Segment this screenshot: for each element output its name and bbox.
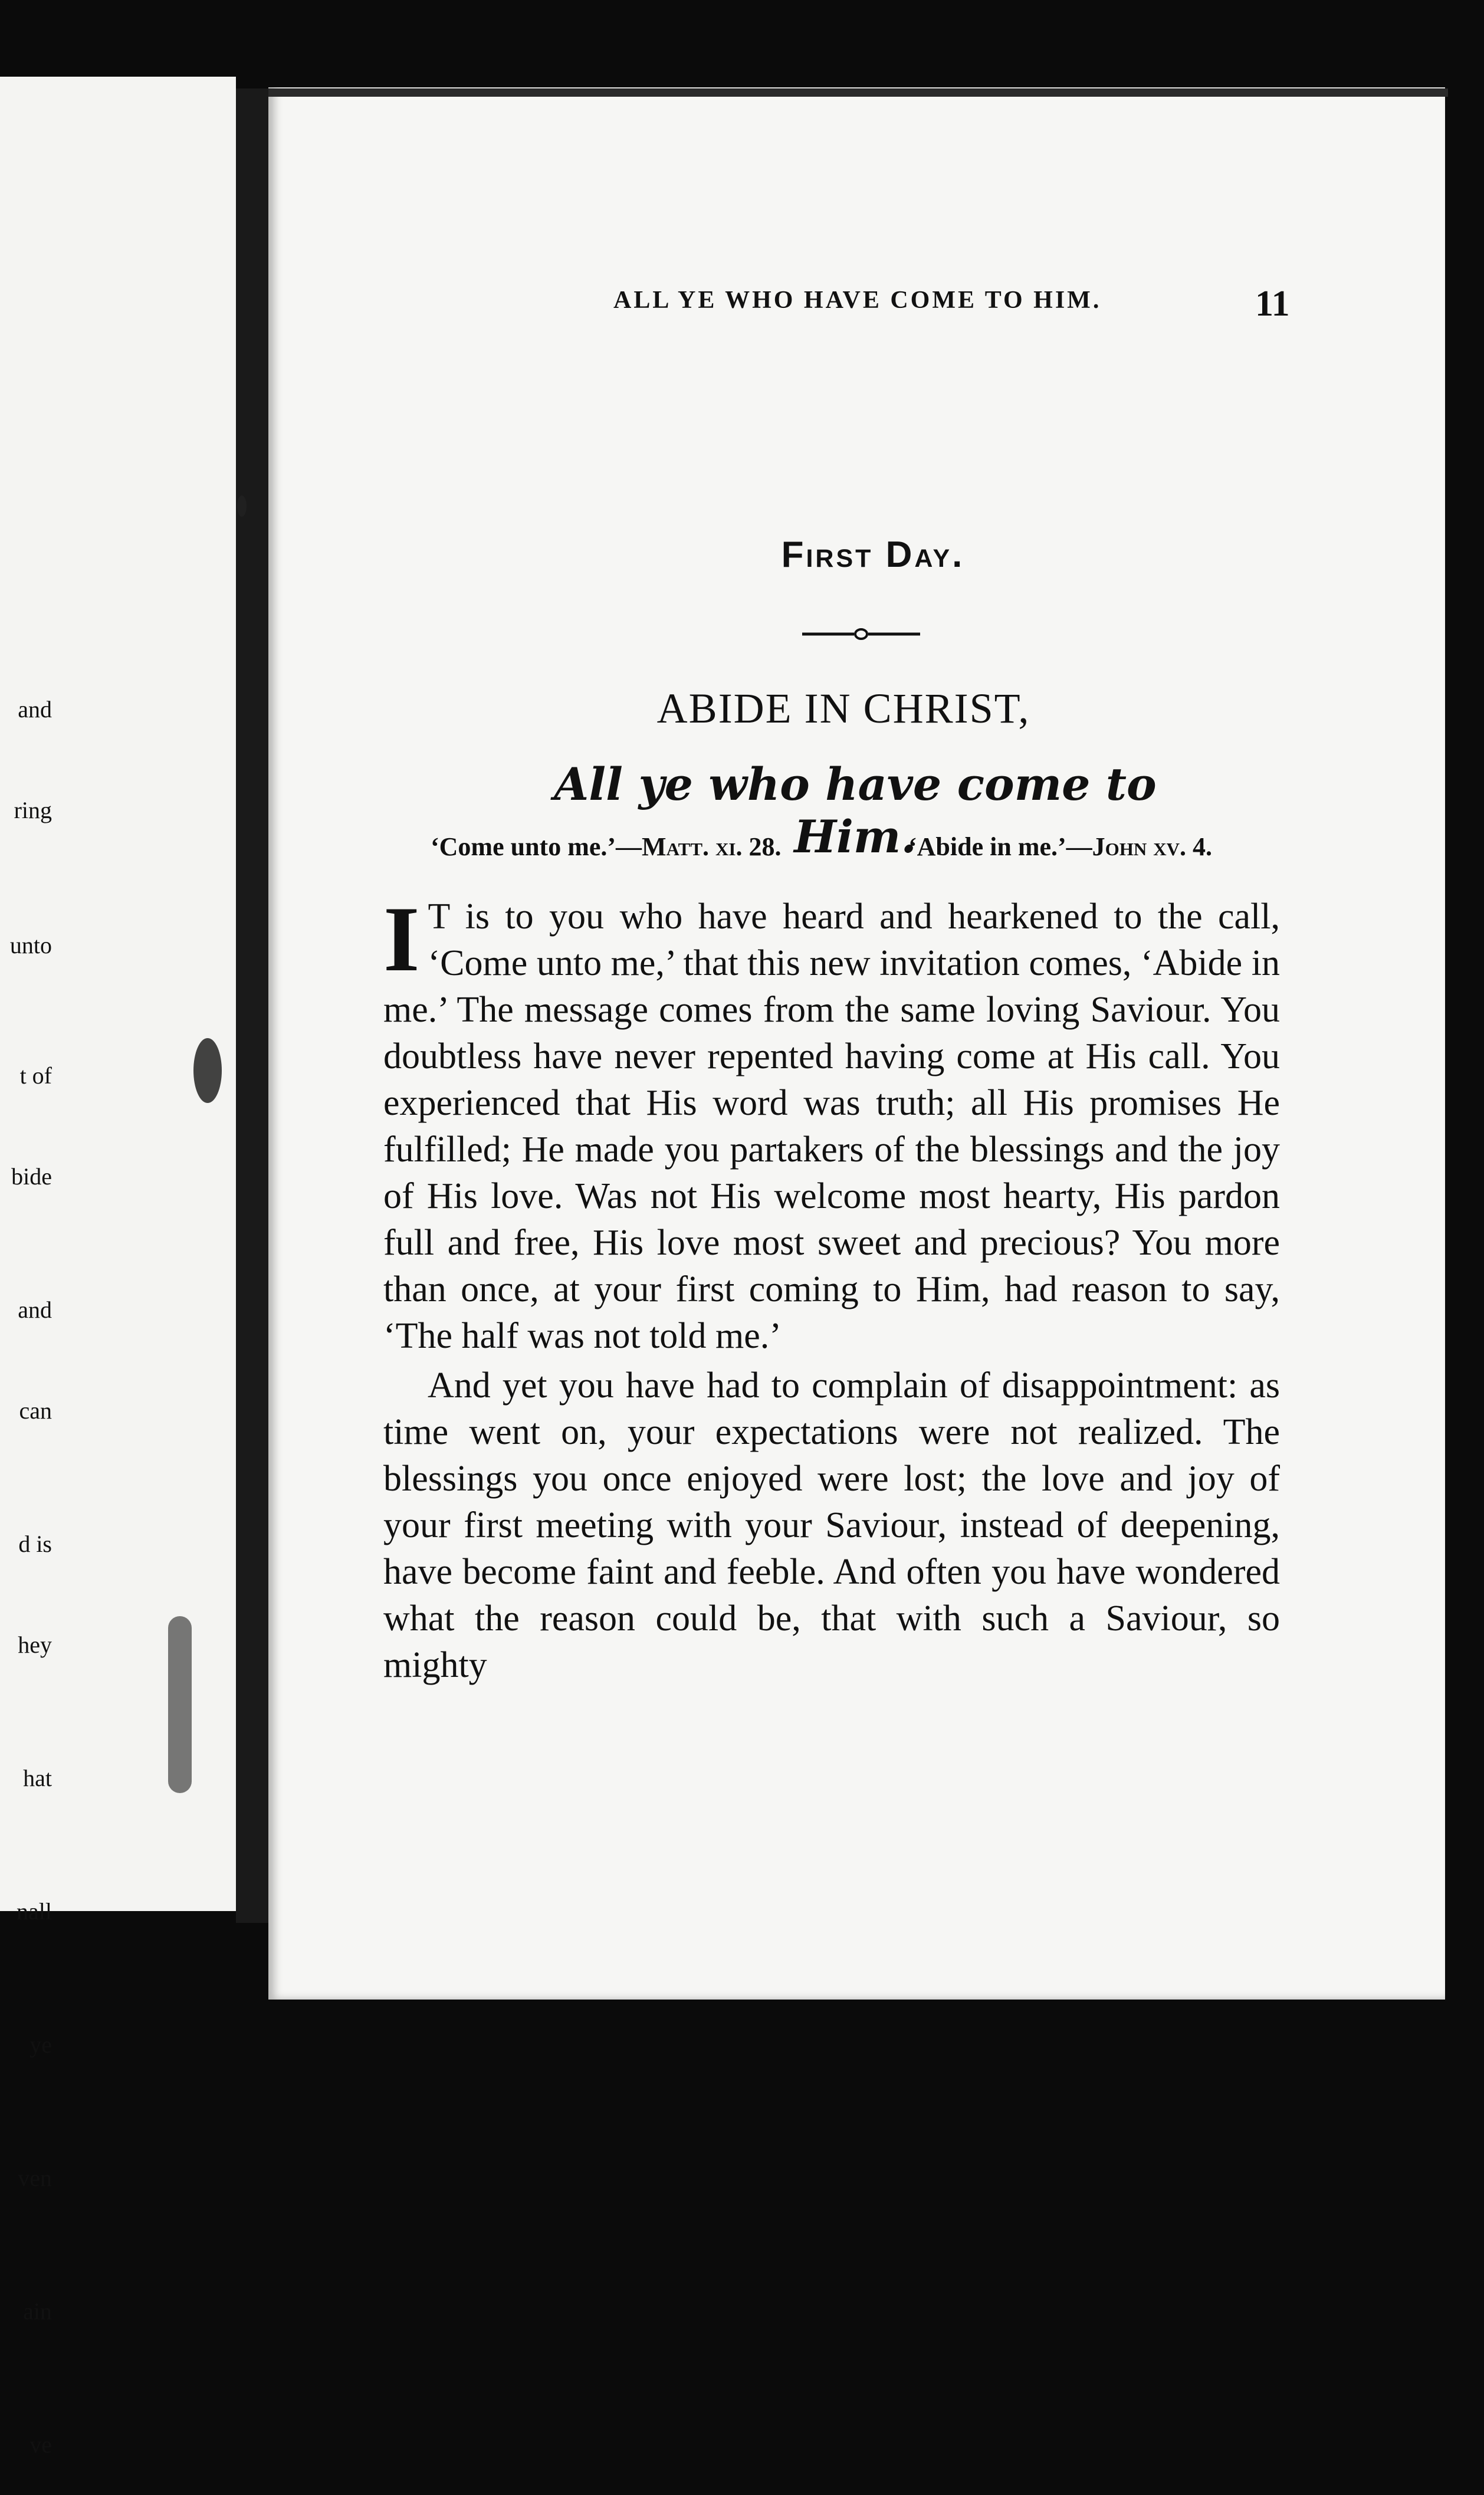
fragment: bide <box>11 1163 52 1190</box>
epigraph-left <box>431 832 781 861</box>
fragment: can <box>19 1397 52 1424</box>
epigraph-right-quote: ‘Abide in me.’— <box>908 832 1092 861</box>
fragment: unto <box>9 932 52 958</box>
page-top-edge <box>268 88 1448 97</box>
epigraph-left-ref: Matt. xi. 28. <box>642 832 782 861</box>
day-heading: First Day. <box>781 534 965 575</box>
epigraph <box>431 832 1268 862</box>
fragment: ain <box>23 2298 52 2325</box>
fragment: hey <box>18 1631 52 1658</box>
fragment: d is <box>18 1531 52 1557</box>
book-gutter <box>236 88 268 1923</box>
fragment: and <box>18 696 52 723</box>
previous-page-text-fragments <box>0 625 52 2495</box>
fragment: ye <box>29 2031 52 2058</box>
body-text <box>383 888 1280 1689</box>
paragraph-1-text: T is to you who have heard and hearkened to the call, ‘Come unto me,’ that this new invitation comes, ‘Abide in me.’ The message comes from the same loving Saviour. You doubtless have never repented having come at His call. You experienced that His word was truth; all His promises He fulfilled; He made you partakers of the blessings and the joy of His love. Was not His welcome most hearty, His pardon full and free, His love most sweet and precious? You more than once, at your first coming to Him, had reason to say, ‘The half was not told me.’ <box>383 897 1280 1356</box>
ink-blot <box>168 1616 192 1793</box>
fragment: hat <box>23 1765 52 1791</box>
epigraph-right <box>908 832 1212 862</box>
fragment: and <box>18 1296 52 1323</box>
epigraph-left-quote: ‘Come unto me.’— <box>431 832 642 861</box>
paragraph-2: And yet you have had to complain of disappointment: as time went on, your expectations were not realized. The blessings you once enjoyed were lost; the love and joy of your first meeting with your Saviour, instead of deepening, have become faint and feeble. And often you have wondered what the reason could be, that with such a Saviour, so mighty <box>383 1365 1280 1685</box>
ink-blot <box>237 495 247 517</box>
page-number: 11 <box>1255 284 1290 324</box>
chapter-title: ABIDE IN CHRIST, <box>656 685 1030 732</box>
paragraph-1 <box>383 888 1280 1360</box>
drop-cap: I <box>383 888 420 991</box>
fragment: ring <box>14 797 52 823</box>
fragment: t of <box>19 1062 52 1089</box>
epigraph-right-ref: John xv. 4. <box>1092 832 1213 861</box>
ink-blot <box>193 1038 222 1103</box>
fragment: ven <box>18 2165 52 2191</box>
fragment: nall <box>17 1898 52 1925</box>
running-head: ALL YE WHO HAVE COME TO HIM. <box>613 287 1102 314</box>
fragment: ve <box>29 2431 52 2458</box>
ornament-divider-icon <box>802 625 920 643</box>
chapter-subtitle: All ye who have come to Him. <box>554 758 1157 863</box>
